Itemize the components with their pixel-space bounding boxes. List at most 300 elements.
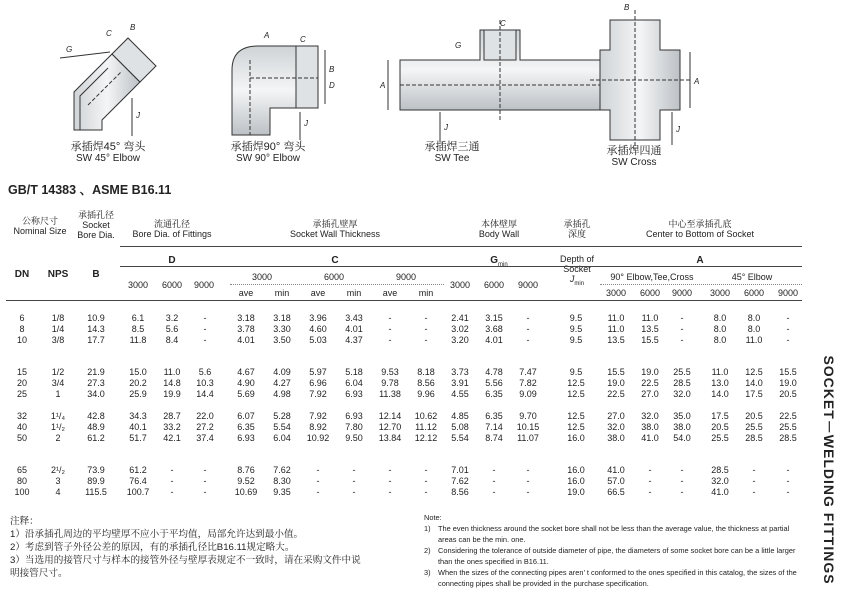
table-cell: 3.68 xyxy=(485,324,503,334)
table-cell: 1/4 xyxy=(51,324,65,334)
label-j-tee: J xyxy=(444,123,448,132)
table-cell: - xyxy=(786,487,790,497)
table-cell: 65 xyxy=(16,465,27,475)
table-cell: 42.1 xyxy=(163,433,181,443)
table-cell: 22.5 xyxy=(607,389,625,399)
table-cell: - xyxy=(648,465,652,475)
cross-drawing xyxy=(590,10,690,150)
table-cell: 5.6 xyxy=(165,324,179,334)
table-cell: 8.74 xyxy=(485,433,503,443)
table-cell: 35.0 xyxy=(673,411,691,421)
table-cell: 7.47 xyxy=(519,367,537,377)
header-body: 本体壁厚 Body Wall xyxy=(478,219,520,239)
table-cell: 8.76 xyxy=(237,465,255,475)
table-cell: - xyxy=(352,465,356,475)
table-cell: 12.5 xyxy=(567,411,585,421)
notes-chinese: 注释： 1）沿承插孔周边的平均壁厚不应小于平均值，局部允许达到最小值。 2）考虑到管子外径公差的原因，有的承插孔径比B16.11规定略大。 3）当选用的接管尺寸与样本的接管外径与壁厚表规定不一致时，请在采购文件中说 明接管尺寸。 xyxy=(10,516,361,579)
table-cell: 6.93 xyxy=(345,389,363,399)
table-cell: 5.6 xyxy=(198,367,212,377)
header-a: A xyxy=(696,255,704,266)
class-d-9000: 9000 xyxy=(193,280,215,290)
class-d-3000: 3000 xyxy=(127,280,149,290)
table-cell: - xyxy=(388,324,392,334)
table-cell: 5.28 xyxy=(273,411,291,421)
table-cell: 3.2 xyxy=(165,313,179,323)
table-cell: 4.90 xyxy=(237,378,255,388)
header-d: D xyxy=(168,255,176,266)
table-cell: 6.93 xyxy=(237,433,255,443)
header-wall: 承插孔壁厚 Socket Wall Thickness xyxy=(289,219,381,239)
table-cell: 5.54 xyxy=(451,433,469,443)
header-a90: 90° Elbow,Tee,Cross xyxy=(610,272,694,282)
table-cell: 9.35 xyxy=(273,487,291,497)
table-cell: 25.5 xyxy=(745,422,763,432)
note-2: 2) Considering the tolerance of outside diameter of pipe, the diameters of some socket bore can be a little larger than the ones specified in B16.11. xyxy=(424,546,796,566)
table-cell: 10.15 xyxy=(516,422,540,432)
table-cell: - xyxy=(526,476,530,486)
table-cell: 14.0 xyxy=(711,389,729,399)
table-cell: 48.9 xyxy=(87,422,105,432)
caption-tee: 承插焊三通 SW Tee xyxy=(424,141,480,164)
table-cell: 17.7 xyxy=(87,335,105,345)
table-cell: 3.15 xyxy=(485,313,503,323)
table-cell: - xyxy=(492,465,496,475)
class-a90-6000: 6000 xyxy=(639,288,661,298)
table-cell: 42.8 xyxy=(87,411,105,421)
header-depth-en: Depth of Socket $J_{min}$ xyxy=(552,254,602,289)
table-cell: 1 xyxy=(55,389,61,399)
table-cell: 51.7 xyxy=(129,433,147,443)
table-cell: 11.0 xyxy=(163,367,181,377)
table-cell: - xyxy=(316,465,320,475)
table-cell: 5.97 xyxy=(309,367,327,377)
header-nps: NPS xyxy=(47,269,69,280)
table-cell: 4.27 xyxy=(273,378,291,388)
table-cell: - xyxy=(526,313,530,323)
rule-top xyxy=(120,246,802,247)
table-cell: - xyxy=(648,476,652,486)
table-cell: 61.2 xyxy=(129,465,147,475)
table-cell: 5.18 xyxy=(345,367,363,377)
table-cell: 4.85 xyxy=(451,411,469,421)
table-cell: 1/2 xyxy=(51,367,65,377)
table-cell: 10.62 xyxy=(414,411,438,421)
table-cell: 80 xyxy=(16,476,27,486)
table-cell: 12.12 xyxy=(414,433,438,443)
table-cell: - xyxy=(786,313,790,323)
side-title: SOCKET－WELDING FITTINGS xyxy=(821,355,837,585)
table-cell: 8.4 xyxy=(165,335,179,345)
table-cell: 3.18 xyxy=(273,313,291,323)
class-a45-6000: 6000 xyxy=(743,288,765,298)
table-cell: 19.9 xyxy=(163,389,181,399)
table-cell: 20.2 xyxy=(129,378,147,388)
table-cell: 6.04 xyxy=(345,378,363,388)
table-cell: 12.5 xyxy=(567,378,585,388)
label-j-90: J xyxy=(304,119,308,128)
table-cell: 7.62 xyxy=(273,465,291,475)
table-cell: 5.08 xyxy=(451,422,469,432)
table-cell: 2.41 xyxy=(451,313,469,323)
header-g: $G_{min}$ xyxy=(490,255,508,268)
table-cell: - xyxy=(680,313,684,323)
fitting-diagrams xyxy=(0,0,820,168)
table-cell: 3.50 xyxy=(273,335,291,345)
label-g-45: G xyxy=(66,45,73,54)
table-cell: 25.5 xyxy=(673,367,691,377)
table-cell: 7.14 xyxy=(485,422,503,432)
table-cell: 11.07 xyxy=(517,433,539,443)
table-cell: 8.0 xyxy=(713,324,727,334)
table-cell: 32.0 xyxy=(607,422,625,432)
table-cell: 8.30 xyxy=(273,476,291,486)
rule-mid xyxy=(120,266,802,267)
class-d-6000: 6000 xyxy=(161,280,183,290)
table-cell: - xyxy=(492,487,496,497)
table-cell: 3.78 xyxy=(237,324,255,334)
standard-title: GB/T 14383 、ASME B16.11 xyxy=(8,183,172,197)
table-cell: 15.5 xyxy=(607,367,625,377)
table-cell: 1¹/₄ xyxy=(50,411,66,421)
label-d-90: D xyxy=(329,81,335,90)
table-cell: - xyxy=(752,487,756,497)
table-cell: 4.78 xyxy=(485,367,503,377)
table-cell: 32.0 xyxy=(711,476,729,486)
table-cell: 4.55 xyxy=(451,389,469,399)
table-cell: 10.69 xyxy=(234,487,258,497)
class-g-3000: 3000 xyxy=(449,280,471,290)
table-cell: 7.01 xyxy=(451,465,469,475)
table-cell: 8 xyxy=(19,324,25,334)
table-cell: 66.5 xyxy=(607,487,625,497)
table-cell: 41.0 xyxy=(607,465,625,475)
table-cell: 17.5 xyxy=(745,389,763,399)
table-cell: 28.5 xyxy=(673,378,691,388)
table-cell: 76.4 xyxy=(129,476,147,486)
table-cell: 3/4 xyxy=(51,378,65,388)
table-cell: 9.52 xyxy=(237,476,255,486)
table-cell: - xyxy=(203,313,207,323)
header-depth-cn: 承插孔 深度 xyxy=(563,219,591,239)
table-cell: 38.0 xyxy=(641,422,659,432)
table-cell: 32 xyxy=(16,411,27,421)
class-a90-3000: 3000 xyxy=(605,288,627,298)
table-cell: - xyxy=(526,324,530,334)
table-cell: 4.01 xyxy=(237,335,255,345)
table-cell: 3/8 xyxy=(51,335,65,345)
table-cell: 22.5 xyxy=(779,411,797,421)
table-cell: - xyxy=(526,335,530,345)
table-cell: 12.70 xyxy=(378,422,402,432)
table-cell: - xyxy=(424,335,428,345)
table-cell: 19.0 xyxy=(607,378,625,388)
table-cell: - xyxy=(388,487,392,497)
table-cell: 15.0 xyxy=(129,367,147,377)
table-cell: - xyxy=(680,487,684,497)
table-cell: 9.09 xyxy=(519,389,537,399)
table-cell: 8.0 xyxy=(713,335,727,345)
table-cell: 9.70 xyxy=(519,411,537,421)
table-cell: - xyxy=(424,487,428,497)
table-cell: 3.30 xyxy=(273,324,291,334)
table-cell: 11.12 xyxy=(415,422,437,432)
table-cell: - xyxy=(492,476,496,486)
table-cell: 38.0 xyxy=(607,433,625,443)
table-cell: 7.62 xyxy=(451,476,469,486)
table-cell: - xyxy=(786,476,790,486)
table-cell: 37.4 xyxy=(196,433,214,443)
table-cell: 12.5 xyxy=(745,367,763,377)
label-g-tee: G xyxy=(455,41,462,50)
table-cell: 13.84 xyxy=(378,433,402,443)
table-cell: - xyxy=(786,324,790,334)
table-cell: 7.92 xyxy=(309,389,327,399)
label-j-cross: J xyxy=(676,125,680,134)
table-cell: 100.7 xyxy=(126,487,150,497)
c-min-1: min xyxy=(274,288,290,298)
table-cell: 15 xyxy=(16,367,27,377)
table-cell: 41.0 xyxy=(711,487,729,497)
table-cell: 34.3 xyxy=(129,411,147,421)
class-a45-9000: 9000 xyxy=(777,288,799,298)
table-cell: 11.8 xyxy=(129,335,147,345)
header-j: $J_{min}$ xyxy=(569,274,585,287)
table-cell: 4.67 xyxy=(237,367,255,377)
c-ave-3: ave xyxy=(382,288,398,298)
table-cell: 8.0 xyxy=(747,324,761,334)
label-a-cross: A xyxy=(694,77,700,86)
tee-drawing xyxy=(388,20,600,142)
table-cell: 28.5 xyxy=(745,433,763,443)
note-1: 1) The even thickness around the socket bore shall not be less than the average value, the thickness at partial areas can be the min. one. xyxy=(424,524,790,544)
table-cell: 3 xyxy=(55,476,61,486)
table-cell: 5.56 xyxy=(485,378,503,388)
table-cell: - xyxy=(388,465,392,475)
header-dn: DN xyxy=(14,269,30,280)
table-cell: 28.7 xyxy=(163,411,181,421)
table-cell: 11.0 xyxy=(607,313,625,323)
table-cell: 50 xyxy=(16,433,27,443)
table-cell: - xyxy=(388,476,392,486)
table-cell: 22.0 xyxy=(196,411,214,421)
table-cell: 27.3 xyxy=(87,378,105,388)
c-ave-2: ave xyxy=(310,288,326,298)
table-cell: 6.35 xyxy=(485,411,503,421)
table-cell: 41.0 xyxy=(641,433,659,443)
table-cell: 40 xyxy=(16,422,27,432)
caption-90: 承插焊90° 弯头 SW 90° Elbow xyxy=(230,141,306,164)
table-cell: 4.60 xyxy=(309,324,327,334)
table-cell: 20.5 xyxy=(745,411,763,421)
table-cell: 57.0 xyxy=(607,476,625,486)
header-bore: 流通孔径 Bore Dia. of Fittings xyxy=(132,219,212,239)
table-cell: 11.0 xyxy=(641,313,659,323)
table-cell: - xyxy=(352,476,356,486)
table-cell: 40.1 xyxy=(129,422,147,432)
table-cell: - xyxy=(424,324,428,334)
table-cell: 19.0 xyxy=(779,378,797,388)
table-cell: 10.9 xyxy=(87,313,105,323)
table-cell: 20.5 xyxy=(779,389,797,399)
table-cell: 3.43 xyxy=(345,313,363,323)
table-cell: - xyxy=(203,487,207,497)
table-cell: 16.0 xyxy=(567,465,585,475)
table-cell: 11.0 xyxy=(607,324,625,334)
table-cell: 13.0 xyxy=(711,378,729,388)
table-cell: 1¹/₂ xyxy=(51,422,65,432)
header-a45: 45° Elbow xyxy=(731,272,773,282)
label-a-tee: A xyxy=(380,81,386,90)
table-cell: 9.78 xyxy=(381,378,399,388)
table-cell: 28.5 xyxy=(779,433,797,443)
table-cell: 20.5 xyxy=(711,422,729,432)
table-cell: - xyxy=(170,487,174,497)
table-cell: 25 xyxy=(16,389,27,399)
table-cell: - xyxy=(352,487,356,497)
label-a-90: A xyxy=(264,31,270,40)
notes-english: Note: 1) The even thickness around the socket bore shall not be less than the average value, the thickness at partial areas can be the min. one. 2) Considering the tolerance of outside diameter of pipe, the diameters of some socket bore can be a little larger than the ones specified in B16.11. 3) When the sizes of the connecting pipes aren’ t conformed to the ones specified in this catalog, the sizes of the connecting pipes shall be provided in the purchase specification. xyxy=(424,512,799,589)
table-cell: 54.0 xyxy=(673,433,691,443)
table-cell: 6.04 xyxy=(273,433,291,443)
table-cell: 7.92 xyxy=(309,411,327,421)
table-cell: - xyxy=(752,476,756,486)
note-3: 3) When the sizes of the connecting pipes aren’ t conformed to the ones specified in this catalog, the sizes of the connecting pipes shall be provided in the purchase specification. xyxy=(424,568,797,588)
table-cell: 4.37 xyxy=(345,335,363,345)
header-b: B xyxy=(92,269,100,280)
class-g-9000: 9000 xyxy=(517,280,539,290)
table-cell: - xyxy=(388,313,392,323)
table-cell: 9.5 xyxy=(569,367,583,377)
class-a45-3000: 3000 xyxy=(709,288,731,298)
table-cell: - xyxy=(203,324,207,334)
table-cell: 9.5 xyxy=(569,313,583,323)
table-cell: 3.73 xyxy=(451,367,469,377)
table-cell: 34.0 xyxy=(87,389,105,399)
table-cell: 6.96 xyxy=(309,378,327,388)
header-nominal: 公称尺寸 Nominal Size xyxy=(13,216,67,236)
table-cell: 6.07 xyxy=(237,411,255,421)
table-cell: 9.50 xyxy=(345,433,363,443)
table-cell: 16.0 xyxy=(567,433,585,443)
table-cell: 25.5 xyxy=(711,433,729,443)
elbow-45-drawing xyxy=(60,38,156,136)
table-cell: 10.3 xyxy=(196,378,214,388)
class-c-6000: 6000 xyxy=(323,272,345,282)
label-b-45: B xyxy=(130,23,136,32)
elbow-90-drawing xyxy=(232,46,325,140)
table-cell: 4 xyxy=(55,487,61,497)
table-cell: 8.0 xyxy=(747,313,761,323)
table-cell: - xyxy=(752,465,756,475)
table-cell: - xyxy=(424,465,428,475)
rule-a-sub xyxy=(600,284,802,285)
table-cell: - xyxy=(424,476,428,486)
table-cell: - xyxy=(424,313,428,323)
table-cell: 28.5 xyxy=(711,465,729,475)
table-cell: 12.5 xyxy=(567,389,585,399)
table-cell: 4.09 xyxy=(273,367,291,377)
table-cell: - xyxy=(786,465,790,475)
table-cell: 3.91 xyxy=(451,378,469,388)
table-cell: - xyxy=(680,465,684,475)
table-cell: - xyxy=(170,465,174,475)
table-cell: 4.01 xyxy=(485,335,503,345)
table-cell: 32.0 xyxy=(673,389,691,399)
table-cell: 11.0 xyxy=(711,367,729,377)
table-cell: 11.0 xyxy=(745,335,763,345)
table-cell: 115.5 xyxy=(85,487,107,497)
table-cell: 6.35 xyxy=(485,389,503,399)
table-cell: 6.1 xyxy=(131,313,145,323)
rule-c-sub xyxy=(230,284,444,285)
table-cell: 3.02 xyxy=(451,324,469,334)
table-cell: 32.0 xyxy=(641,411,659,421)
table-cell: 19.0 xyxy=(567,487,585,497)
table-cell: - xyxy=(203,335,207,345)
table-cell: 7.80 xyxy=(345,422,363,432)
header-c: C xyxy=(331,255,339,266)
caption-45: 承插焊45° 弯头 SW 45° Elbow xyxy=(70,141,146,164)
table-cell: - xyxy=(526,487,530,497)
table-cell: 3.20 xyxy=(451,335,469,345)
table-cell: 7.82 xyxy=(519,378,537,388)
class-g-6000: 6000 xyxy=(483,280,505,290)
table-cell: 8.0 xyxy=(713,313,727,323)
table-cell: - xyxy=(170,476,174,486)
table-cell: - xyxy=(316,487,320,497)
class-c-3000: 3000 xyxy=(251,272,273,282)
table-cell: - xyxy=(203,465,207,475)
table-cell: - xyxy=(648,487,652,497)
caption-cross: 承插焊四通 SW Cross xyxy=(606,145,662,168)
table-cell: 15.5 xyxy=(641,335,659,345)
table-cell: 27.0 xyxy=(641,389,659,399)
table-cell: 2¹/₂ xyxy=(51,465,65,475)
header-center: 中心至承插孔底 Center to Bottom of Socket xyxy=(645,219,755,239)
table-cell: 11.38 xyxy=(379,389,401,399)
table-cell: 6 xyxy=(19,313,25,323)
table-cell: 100 xyxy=(14,487,30,497)
header-socket: 承插孔径 Socket Bore Dia. xyxy=(77,210,115,240)
table-cell: - xyxy=(203,476,207,486)
c-min-2: min xyxy=(346,288,362,298)
table-cell: 12.5 xyxy=(567,422,585,432)
label-b-90: B xyxy=(329,65,335,74)
table-cell: 9.5 xyxy=(569,324,583,334)
table-cell: 25.5 xyxy=(779,422,797,432)
table-cell: 6.93 xyxy=(345,411,363,421)
class-c-9000: 9000 xyxy=(395,272,417,282)
table-cell: - xyxy=(680,476,684,486)
label-j-45: J xyxy=(136,111,140,120)
c-ave-1: ave xyxy=(238,288,254,298)
table-cell: - xyxy=(388,335,392,345)
table-cell: 14.4 xyxy=(196,389,214,399)
table-cell: 19.0 xyxy=(641,367,659,377)
table-cell: 5.03 xyxy=(309,335,327,345)
class-a90-9000: 9000 xyxy=(671,288,693,298)
table-cell: - xyxy=(680,324,684,334)
table-cell: 10.92 xyxy=(306,433,330,443)
table-cell: 9.5 xyxy=(569,335,583,345)
table-cell: 38.0 xyxy=(673,422,691,432)
c-min-3: min xyxy=(418,288,434,298)
table-cell: 14.0 xyxy=(745,378,763,388)
table-cell: 4.01 xyxy=(345,324,363,334)
table-cell: 8.56 xyxy=(451,487,469,497)
table-cell: 89.9 xyxy=(87,476,105,486)
table-cell: - xyxy=(316,476,320,486)
